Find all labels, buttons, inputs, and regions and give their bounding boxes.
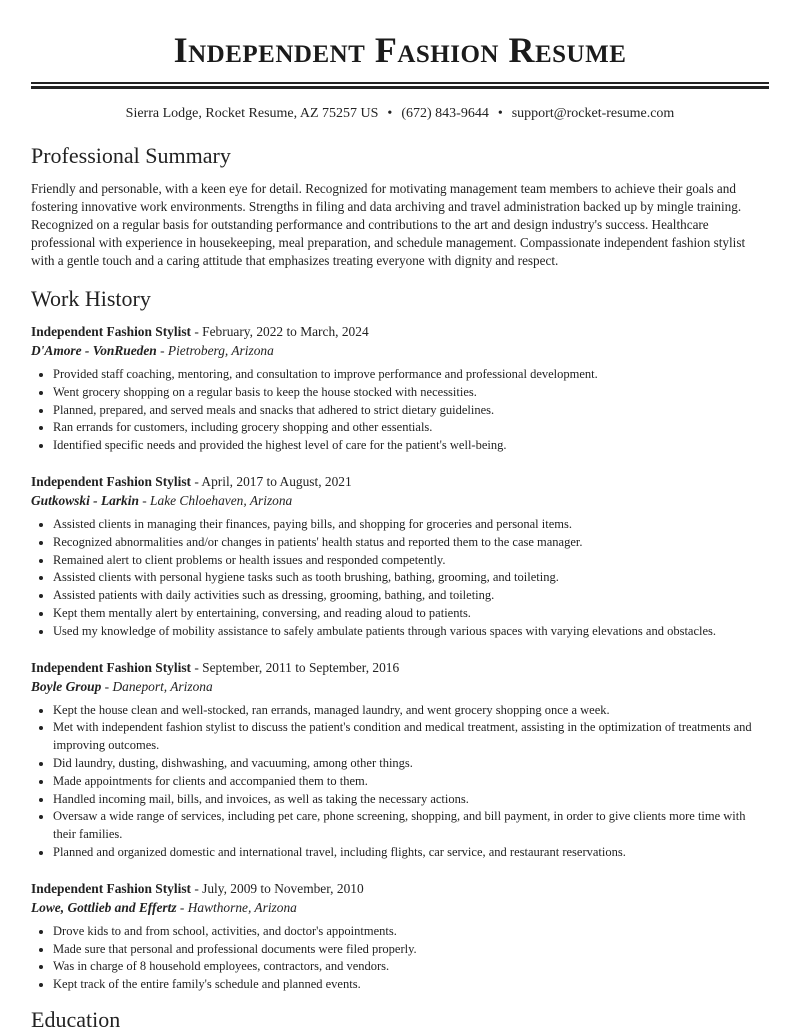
- job-entry: [31, 322, 771, 455]
- job-company-line: [31, 341, 771, 360]
- company-location: - Pietroberg, Arizona: [156, 343, 274, 358]
- title-divider-thin: [31, 82, 769, 84]
- job-duty: • Planned and organized domestic and international travel, including flights, car service, and restaurant reservations.: [53, 844, 771, 862]
- summary-text: Friendly and personable, with a keen eye for detail. Recognized for motivating management team members to achieve their goals and fostering innovative work environments. Strengths in filing and data archiving and travel administration backed up by mingle training. Recognized on a regular basis for outstanding performance and contributions to the art and design industry's success. Healthcare professional with experience in housekeeping, meal preparation, and schedule management. Compassionate independent fashion stylist with a gentle touch and a caring attitude that emphasizes treating everyone with dignity and respect.: [31, 181, 746, 268]
- job-header: [31, 322, 771, 341]
- job-duty: • Drove kids to and from school, activities, and doctor's appointments.: [53, 923, 771, 941]
- job-duty: • Was in charge of 8 household employees, contractors, and vendors.: [53, 958, 771, 976]
- job-title: Independent Fashion Stylist: [31, 880, 191, 896]
- job-header: [31, 658, 771, 677]
- job-duty: • Went grocery shopping on a regular basis to keep the house stocked with necessities.: [53, 384, 771, 402]
- job-duties-list: [31, 702, 771, 862]
- contact-separator: •: [497, 106, 503, 121]
- job-dates: - April, 2017 to August, 2021: [191, 473, 352, 489]
- job-duty: • Oversaw a wide range of services, including pet care, phone screening, shopping, and bill payment, in order to give clients more time with their families.: [53, 808, 771, 844]
- job-dates: - September, 2011 to September, 2016: [191, 659, 400, 675]
- education-section: [31, 1005, 771, 1035]
- job-title: Independent Fashion Stylist: [31, 659, 191, 675]
- job-duty: • Kept track of the entire family's schedule and planned events.: [53, 976, 771, 994]
- job-duty: • Assisted clients with personal hygiene tasks such as tooth brushing, bathing, grooming, and toileting.: [53, 569, 771, 587]
- summary-section: [31, 141, 771, 270]
- work-history-section: [31, 284, 771, 994]
- job-duty: • Assisted clients in managing their finances, paying bills, and shopping for groceries and personal items.: [53, 516, 771, 534]
- job-company-line: [31, 898, 771, 917]
- contact-address: Sierra Lodge, Rocket Resume, AZ 75257 US: [125, 106, 379, 121]
- job-entry: [31, 658, 771, 862]
- company-location: - Daneport, Arizona: [101, 678, 213, 694]
- job-duty: • Identified specific needs and provided the highest level of care for the patient's well-being.: [53, 437, 771, 455]
- job-title: Independent Fashion Stylist: [31, 324, 191, 339]
- resume-content: [31, 141, 771, 1035]
- job-title: Independent Fashion Stylist: [31, 473, 191, 489]
- job-header: [31, 472, 771, 491]
- contact-phone: (672) 843-9644: [401, 106, 489, 121]
- job-company-line: [31, 491, 771, 510]
- job-duty: • Ran errands for customers, including grocery shopping and other essentials.: [53, 419, 771, 437]
- job-duty: • Planned, prepared, and served meals and snacks that adhered to strict dietary guidelines.: [53, 402, 771, 420]
- job-dates: - February, 2022 to March, 2024: [191, 324, 369, 339]
- section-heading-work-history: Work History: [31, 286, 151, 311]
- contact-email: support@rocket-resume.com: [511, 106, 675, 121]
- job-dates: - July, 2009 to November, 2010: [191, 880, 364, 896]
- job-duties-list: [31, 923, 771, 994]
- job-duty: • Did laundry, dusting, dishwashing, and vacuuming, among other things.: [53, 755, 771, 773]
- company-name: Gutkowski - Larkin: [31, 492, 139, 508]
- company-name: Lowe, Gottlieb and Effertz: [31, 899, 177, 915]
- job-duty: • Remained alert to client problems or health issues and responded competently.: [53, 552, 771, 570]
- job-duties-list: [31, 366, 771, 455]
- job-duty: • Provided staff coaching, mentoring, and consultation to improve performance and professional development.: [53, 366, 771, 384]
- title-divider-thick: [31, 86, 769, 89]
- job-entry: [31, 879, 771, 994]
- company-name: D'Amore - VonRueden: [31, 343, 157, 358]
- job-duty: • Kept the house clean and well-stocked, ran errands, managed laundry, and went grocery shopping once a week.: [53, 702, 771, 720]
- job-company-line: [31, 677, 771, 696]
- job-duty: • Recognized abnormalities and/or changes in patients' health status and reported them to the case manager.: [53, 534, 771, 552]
- job-duty: • Assisted patients with daily activities such as dressing, grooming, bathing, and toileting.: [53, 587, 771, 605]
- job-entry: [31, 472, 771, 641]
- job-duty: • Used my knowledge of mobility assistance to safely ambulate patients through various spaces with varying elevations and obstacles.: [53, 623, 771, 641]
- company-location: - Hawthorne, Arizona: [176, 899, 297, 915]
- company-name: Boyle Group: [31, 678, 102, 694]
- contact-separator: •: [387, 106, 393, 121]
- job-duties-list: [31, 516, 771, 641]
- company-location: - Lake Chloehaven, Arizona: [138, 492, 293, 508]
- section-heading-education: Education: [31, 1006, 121, 1032]
- job-duty: • Made sure that personal and professional documents were filed properly.: [53, 941, 771, 959]
- section-heading-summary: Professional Summary: [31, 143, 231, 168]
- job-duty: • Handled incoming mail, bills, and invoices, as well as taking the necessary actions.: [53, 791, 771, 809]
- job-duty: • Met with independent fashion stylist to discuss the patient's condition and medical treatment, assisting in the optimization of treatments and improving outcomes.: [53, 719, 771, 755]
- contact-line: [0, 104, 800, 124]
- job-duty: • Kept them mentally alert by entertaining, conversing, and reading aloud to patients.: [53, 605, 771, 623]
- job-header: [31, 879, 771, 898]
- job-duty: • Made appointments for clients and accompanied them to them.: [53, 773, 771, 791]
- resume-title: Independent Fashion Resume: [173, 30, 627, 70]
